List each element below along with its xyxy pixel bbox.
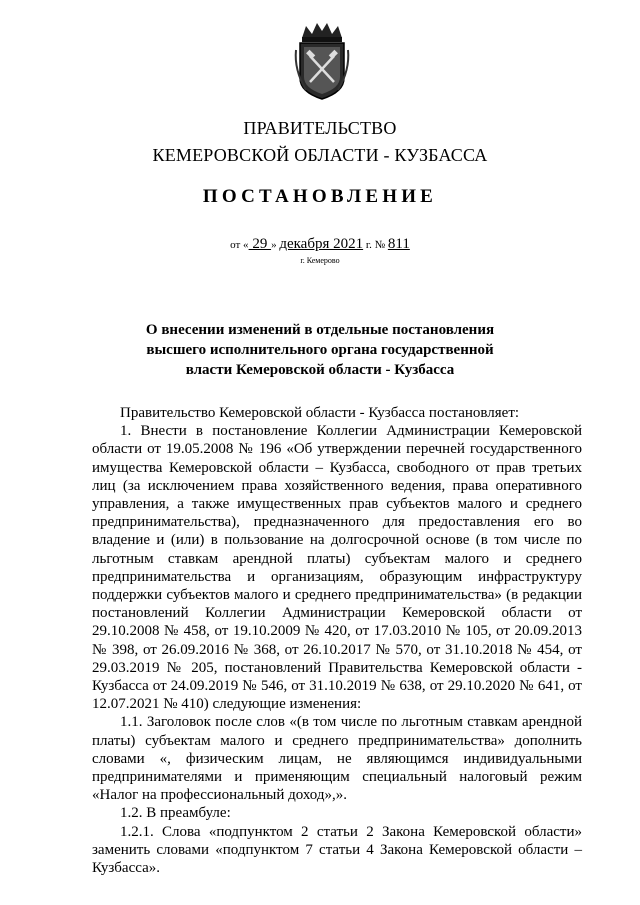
date-line [0,236,640,253]
subject-line2: высшего исполнительного органа государственной [146,342,494,358]
document-number: 811 [387,236,410,252]
document-type: ПОСТАНОВЛЕНИЕ [202,186,438,207]
date-day: 29 [248,236,272,252]
government-title-line2: КЕМЕРОВСКОЙ ОБЛАСТИ - КУЗБАССА [152,145,488,165]
date-suffix: г. № [363,239,388,251]
subject-line3: власти Кемеровской области - Кузбасса [185,362,455,378]
body-paragraph-1: 1. Внести в постановление Коллегии Администрации Кемеровской области от 19.05.2008 № 196 «Об утверждении перечней государственного имущества Кемеровской области – Кузбасса, свободного от прав третьих лиц (за исключением права хозяйственного ведения, права оперативного управления, а также имущественных прав субъектов малого и среднего предпринимательства), предназначенного для предоставления его во владение и (или) в пользование на долгосрочной основе (в том числе по льготным ставкам арендной платы) субъектам малого и среднего предпринимательства и организациям, образующим инфраструктуру поддержки субъектов малого и среднего предпринимательства» (в редакции постановлений Коллегии Администрации Кемеровской области от 29.10.2008 № 458, от 19.10.2009 № 420, от 17.03.2010 № 105, от 20.09.2013 № 398, от 26.09.2016 № 368, от 26.10.2017 № 570, от 31.10.2018 № 454, от 29.03.2019 № 205, постановлений Правительства Кемеровской области - Кузбасса от 24.09.2019 № 546, от 31.10.2019 № 638, от 29.10.2020 № 641, от 12.07.2021 № 410) следующие изменения: [92,423,582,713]
city: г. Кемерово [300,256,340,265]
date-prefix: от « [230,239,249,251]
date-mid: » [271,239,280,251]
body-paragraph-1-2: 1.2. В преамбуле: [120,805,231,822]
body-paragraph-1-1: 1.1. Заголовок после слов «(в том числе по льготным ставкам арендной платы) субъектам малого и среднего предпринимательства» дополнить словами «, физическим лицам, не являющимся индивидуальными предпринимателями и применяющим специальный налоговый режим «Налог на профессиональный доход»,». [92,714,582,804]
kemerovo-coat-of-arms-icon [292,20,352,102]
date-month-year: декабря 2021 [279,236,364,252]
subject-line1: О внесении изменений в отдельные постановления [145,322,495,338]
body-paragraph-1-2-1: 1.2.1. Слова «подпунктом 2 статьи 2 Закона Кемеровской области» заменить словами «подпунктом 7 статьи 4 Закона Кемеровской области – Кузбасса». [92,823,582,877]
document-body [92,404,582,877]
document-subject [0,320,640,380]
body-paragraph-intro: Правительство Кемеровской области - Кузбасса постановляет: [120,405,520,421]
government-title-line1: ПРАВИТЕЛЬСТВО [243,118,397,138]
